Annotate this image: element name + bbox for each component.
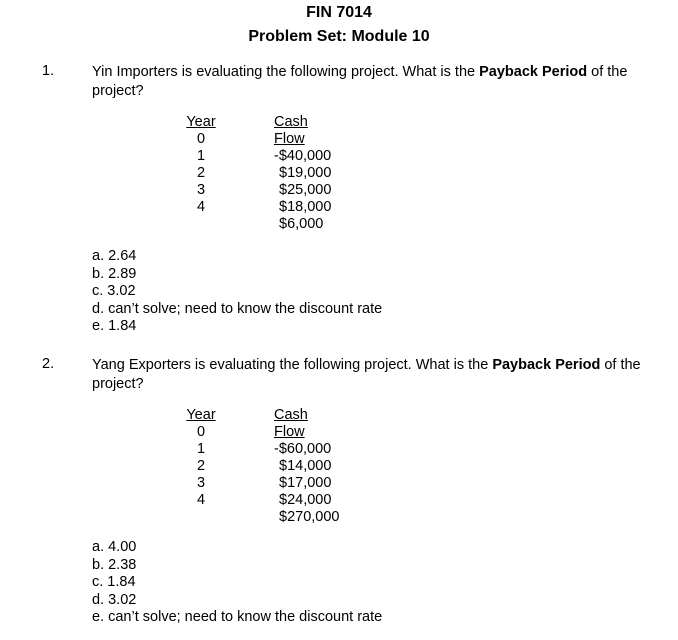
answer-choices — [92, 539, 382, 627]
cash-flow-cell: -$60,000 — [274, 441, 332, 457]
year-cell: 4 — [196, 492, 206, 508]
question-number: 2. — [42, 356, 55, 372]
question-text-part: Yang Exporters is evaluating the following project. What is the — [92, 357, 493, 373]
year-header: Year — [186, 114, 216, 130]
question-text-part: of the project? — [92, 357, 641, 392]
cash-flow-cell: $14,000 — [279, 458, 332, 474]
year-column — [184, 114, 218, 216]
cash-flow-cell: $25,000 — [279, 182, 332, 198]
question-number: 1. — [42, 63, 55, 79]
cash-flow-column — [274, 407, 339, 526]
answer-choice: a. 4.00 — [92, 539, 137, 555]
question-text-part: Yin Importers is evaluating the following project. What is the — [92, 64, 480, 80]
question-text-bold: Payback Period — [479, 64, 588, 80]
document-subtitle: Problem Set: Module 10 — [248, 28, 430, 45]
year-column — [184, 407, 218, 509]
cash-flow-cell: $18,000 — [279, 199, 332, 215]
answer-choice: e. 1.84 — [92, 318, 137, 334]
cash-flow-header: Cash Flow — [274, 114, 308, 147]
cash-flow-cell: $17,000 — [279, 475, 332, 491]
cash-flow-header: Cash Flow — [274, 407, 308, 440]
year-cell: 3 — [196, 475, 206, 491]
year-header: Year — [186, 407, 216, 423]
answer-choice: b. 2.89 — [92, 265, 137, 282]
year-cell: 0 — [196, 131, 206, 147]
answer-choice: c. 1.84 — [92, 574, 136, 590]
year-cell: 1 — [196, 148, 206, 164]
year-cell: 4 — [196, 199, 206, 215]
answer-choice: b. 2.38 — [92, 556, 137, 573]
cash-flow-cell: $24,000 — [279, 492, 332, 508]
year-cell: 0 — [196, 424, 206, 440]
answer-choice: d. can’t solve; need to know the discount rate — [92, 300, 383, 317]
question-text-part: of the project? — [92, 64, 628, 99]
answer-choice: e. can’t solve; need to know the discount rate — [92, 609, 383, 625]
cash-flow-cell: -$40,000 — [274, 148, 332, 164]
answer-choices — [92, 248, 382, 336]
answer-choice: d. 3.02 — [92, 591, 137, 608]
answer-choice: a. 2.64 — [92, 248, 137, 264]
question-text — [92, 63, 652, 101]
question-text-bold: Payback Period — [492, 357, 601, 373]
answer-choice: c. 3.02 — [92, 283, 136, 299]
year-cell: 2 — [196, 165, 206, 181]
year-cell: 3 — [196, 182, 206, 198]
cash-flow-column — [274, 114, 331, 233]
cash-flow-cell: $6,000 — [279, 216, 324, 232]
cash-flow-cell: $270,000 — [279, 509, 340, 525]
question-text — [92, 356, 652, 394]
year-cell: 1 — [196, 441, 206, 457]
year-cell: 2 — [196, 458, 206, 474]
document-title: FIN 7014 — [306, 4, 372, 21]
cash-flow-cell: $19,000 — [279, 165, 332, 181]
